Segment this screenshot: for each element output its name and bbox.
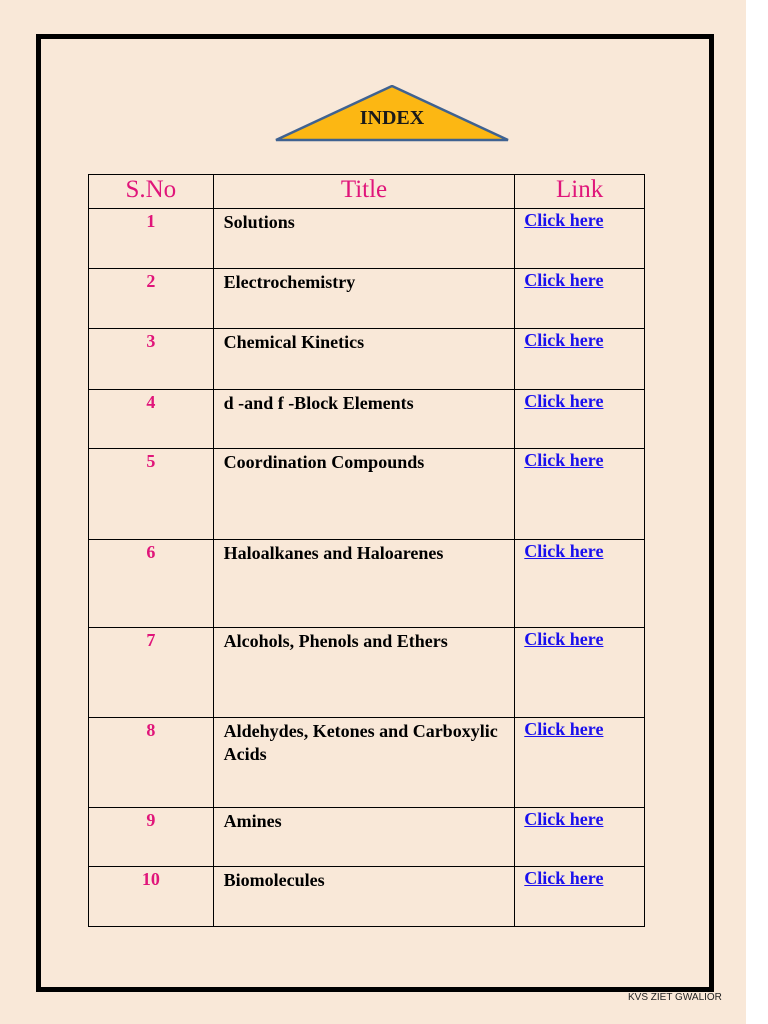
row-title: Biomolecules (213, 867, 515, 927)
index-badge (274, 85, 510, 143)
table-row (89, 209, 645, 269)
row-title: Coordination Compounds (213, 449, 515, 540)
click-here-link[interactable]: Click here (524, 450, 604, 470)
row-number: 9 (89, 808, 214, 867)
click-here-link[interactable]: Click here (524, 868, 604, 888)
header-title: Title (213, 175, 515, 209)
row-number: 1 (89, 209, 214, 269)
table-row (89, 390, 645, 449)
row-number: 6 (89, 540, 214, 628)
row-title: d -and f -Block Elements (213, 390, 515, 449)
click-here-link[interactable]: Click here (524, 809, 604, 829)
header-link: Link (515, 175, 645, 209)
row-title: Chemical Kinetics (213, 329, 515, 390)
table-row (89, 628, 645, 718)
index-table (88, 174, 645, 927)
row-title: Amines (213, 808, 515, 867)
click-here-link[interactable]: Click here (524, 719, 604, 739)
row-number: 8 (89, 718, 214, 808)
table-row (89, 808, 645, 867)
table-row (89, 718, 645, 808)
footer-credit: KVS ZIET GWALIOR (628, 992, 722, 1003)
table-header-row (89, 175, 645, 209)
row-number: 10 (89, 867, 214, 927)
table-row (89, 269, 645, 329)
header-sno: S.No (89, 175, 214, 209)
row-title: Electrochemistry (213, 269, 515, 329)
table-row (89, 540, 645, 628)
row-number: 5 (89, 449, 214, 540)
click-here-link[interactable]: Click here (524, 330, 604, 350)
click-here-link[interactable]: Click here (524, 210, 604, 230)
row-number: 2 (89, 269, 214, 329)
row-title: Solutions (213, 209, 515, 269)
click-here-link[interactable]: Click here (524, 541, 604, 561)
row-title: Haloalkanes and Haloarenes (213, 540, 515, 628)
row-title: Aldehydes, Ketones and Carboxylic Acids (213, 718, 515, 808)
click-here-link[interactable]: Click here (524, 270, 604, 290)
row-title: Alcohols, Phenols and Ethers (213, 628, 515, 718)
row-number: 3 (89, 329, 214, 390)
index-title: INDEX (359, 107, 425, 129)
click-here-link[interactable]: Click here (524, 629, 604, 649)
row-number: 7 (89, 628, 214, 718)
table-row (89, 867, 645, 927)
table-row (89, 449, 645, 540)
row-number: 4 (89, 390, 214, 449)
click-here-link[interactable]: Click here (524, 391, 604, 411)
table-row (89, 329, 645, 390)
